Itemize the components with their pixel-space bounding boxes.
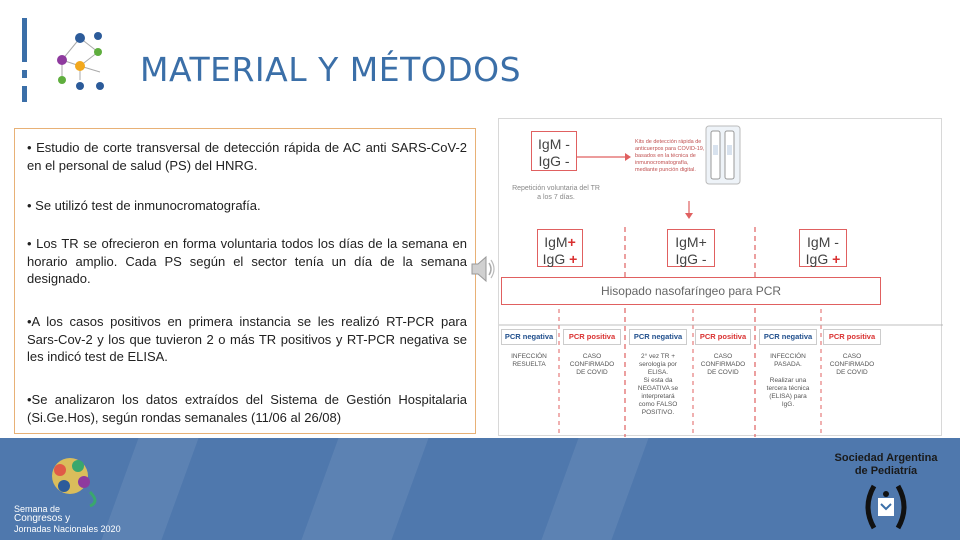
congreso-line-2: Congresos y — [14, 513, 71, 524]
result-box-igg-positive — [799, 229, 847, 267]
sap-logo-icon — [858, 482, 914, 532]
result-right-igg: IgG + — [805, 251, 841, 267]
congreso-label — [14, 504, 121, 534]
bullet-data-analysis: •Se analizaron los datos extraídos del Sistema de Gestión Hospitalaria (Si.Ge.Hos), según rondas semanales (11/06 al 26/08) — [27, 392, 467, 425]
congreso-line-3: Jornadas Nacionales 2020 — [14, 524, 121, 534]
top-box-igg: IgG - — [538, 153, 570, 169]
methods-text-box — [14, 128, 476, 434]
col-text-1: INFECCIÓN RESUELTA — [511, 353, 547, 368]
top-box-igm: IgM - — [538, 136, 570, 152]
sap-line-2: de Pediatría — [854, 465, 918, 477]
test-kit-icon — [705, 125, 741, 185]
kit-description: Kits de detección rápida de anticuerpos para COVID-19, basados en la técnica de inmunocromatografía, mediante punción digital. — [635, 139, 705, 173]
slide-title: MATERIAL Y MÉTODOS — [140, 50, 522, 89]
result-mid-igg: IgG - — [675, 251, 707, 267]
result-left-igg: IgG + — [542, 251, 578, 267]
bullet-positive-cases: •A los casos positivos en primera instancia se les realizó RT-PCR para Sars-Cov-2 y los que tuvieron 2 o más TR positivos y RT-PCR negativa se les indicó test de ELISA. — [27, 314, 467, 364]
col-header-1: PCR negativa — [501, 329, 557, 345]
sap-label — [826, 452, 946, 478]
result-box-both-positive — [537, 229, 583, 267]
bullet-study-design: • Estudio de corte transversal de detección rápida de AC anti SARS-CoV-2 en el personal de salud (PS) del HNRG. — [27, 140, 467, 173]
result-box-igm-positive — [667, 229, 715, 267]
result-mid-igm: IgM+ — [675, 234, 707, 250]
testing-flow-diagram — [498, 118, 942, 436]
top-result-box — [531, 131, 577, 171]
congreso-logo-icon — [30, 452, 120, 508]
hisopado-box: Hisopado nasofaríngeo para PCR — [501, 277, 881, 305]
col-header-2: PCR positiva — [563, 329, 621, 345]
footer-band — [0, 438, 960, 540]
repeat-note: Repetición voluntaria del TR a los 7 días. — [512, 185, 600, 201]
col-text-5: INFECCIÓN PASADA. Realizar una tercera técnica (ELISA) para IgG. — [766, 353, 810, 408]
col-text-4: CASO CONFIRMADO DE COVID — [700, 353, 746, 376]
result-right-igm: IgM - — [807, 234, 839, 250]
bullet-test-type: • Se utilizó test de inmunocromatografía. — [27, 198, 261, 213]
col-header-5: PCR negativa — [759, 329, 817, 345]
col-header-3: PCR negativa — [629, 329, 687, 345]
sap-line-1: Sociedad Argentina — [834, 452, 938, 464]
col-header-6: PCR positiva — [823, 329, 881, 345]
bullet-schedule: • Los TR se ofrecieron en forma voluntaria todos los días de la semana en horario amplio. Cada PS según el sector tenía un día de la semana designado. — [27, 236, 467, 286]
result-left-igm: IgM+ — [544, 234, 576, 250]
col-text-6: CASO CONFIRMADO DE COVID — [829, 353, 875, 376]
speaker-icon[interactable] — [470, 252, 496, 286]
col-header-4: PCR positiva — [695, 329, 751, 345]
col-text-2: CASO CONFIRMADO DE COVID — [569, 353, 615, 376]
congreso-line-1: Semana de — [14, 504, 61, 514]
col-text-3: 2° vez TR + serología por ELISA. Si esta da NEGATIVA se interpretará como FALSO POSITIVO. — [637, 353, 679, 416]
network-logo-icon — [18, 14, 128, 106]
